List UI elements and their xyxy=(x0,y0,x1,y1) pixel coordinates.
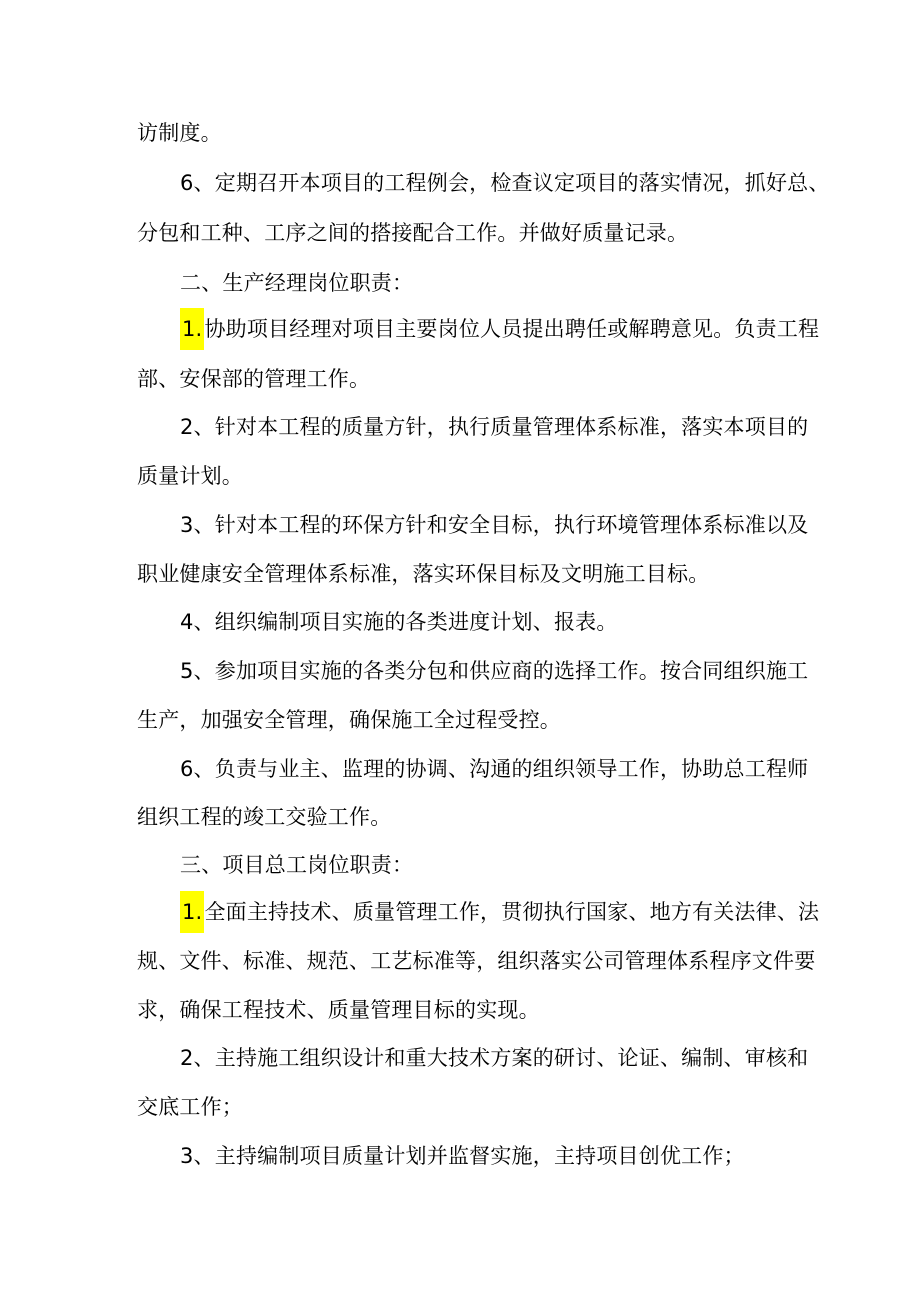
text-line: 部、安保部的管理工作。 xyxy=(137,367,371,391)
text-line: 2、主持施工组织设计和重大技术方案的研讨、论证、编制、审核和 xyxy=(180,1046,809,1070)
text-line: 2、针对本工程的质量方针，执行质量管理体系标准，落实本项目的 xyxy=(180,415,809,439)
text-line: 6、定期召开本项目的工程例会，检查议定项目的落实情况，抓好总、 xyxy=(180,171,830,195)
text-line: 全面主持技术、质量管理工作，贯彻执行国家、地方有关法律、法 xyxy=(204,900,820,924)
section-heading: 二、生产经理岗位职责： xyxy=(180,271,414,295)
text-line: 规、文件、标准、规范、工艺标准等，组织落实公司管理体系程序文件要 xyxy=(137,949,816,973)
highlighted-list-marker: 1. xyxy=(180,891,204,933)
highlighted-list-marker: 1. xyxy=(180,308,204,350)
text-line: 5、参加项目实施的各类分包和供应商的选择工作。按合同组织施工 xyxy=(180,659,809,683)
text-line: 求，确保工程技术、质量管理目标的实现。 xyxy=(137,998,540,1022)
list-item-first xyxy=(180,897,820,933)
text-line: 生产，加强安全管理，确保施工全过程受控。 xyxy=(137,708,561,732)
text-line: 交底工作； xyxy=(137,1095,243,1119)
section-heading: 三、项目总工岗位职责： xyxy=(180,853,414,877)
text-line: 职业健康安全管理体系标准，落实环保目标及文明施工目标。 xyxy=(137,562,710,586)
text-line: 4、组织编制项目实施的各类进度计划、报表。 xyxy=(180,610,618,634)
text-line: 协助项目经理对项目主要岗位人员提出聘任或解聘意见。负责工程 xyxy=(204,317,820,341)
text-line: 3、主持编制项目质量计划并监督实施，主持项目创优工作； xyxy=(180,1144,745,1168)
text-line: 质量计划。 xyxy=(137,464,243,488)
text-line: 6、负责与业主、监理的协调、沟通的组织领导工作，协助总工程师 xyxy=(180,757,809,781)
text-line: 3、针对本工程的环保方针和安全目标，执行环境管理体系标准以及 xyxy=(180,513,809,537)
text-line: 访制度。 xyxy=(137,121,222,145)
list-item-first xyxy=(180,314,820,350)
text-line: 组织工程的竣工交验工作。 xyxy=(137,805,392,829)
text-line: 分包和工种、工序之间的搭接配合工作。并做好质量记录。 xyxy=(137,221,689,245)
